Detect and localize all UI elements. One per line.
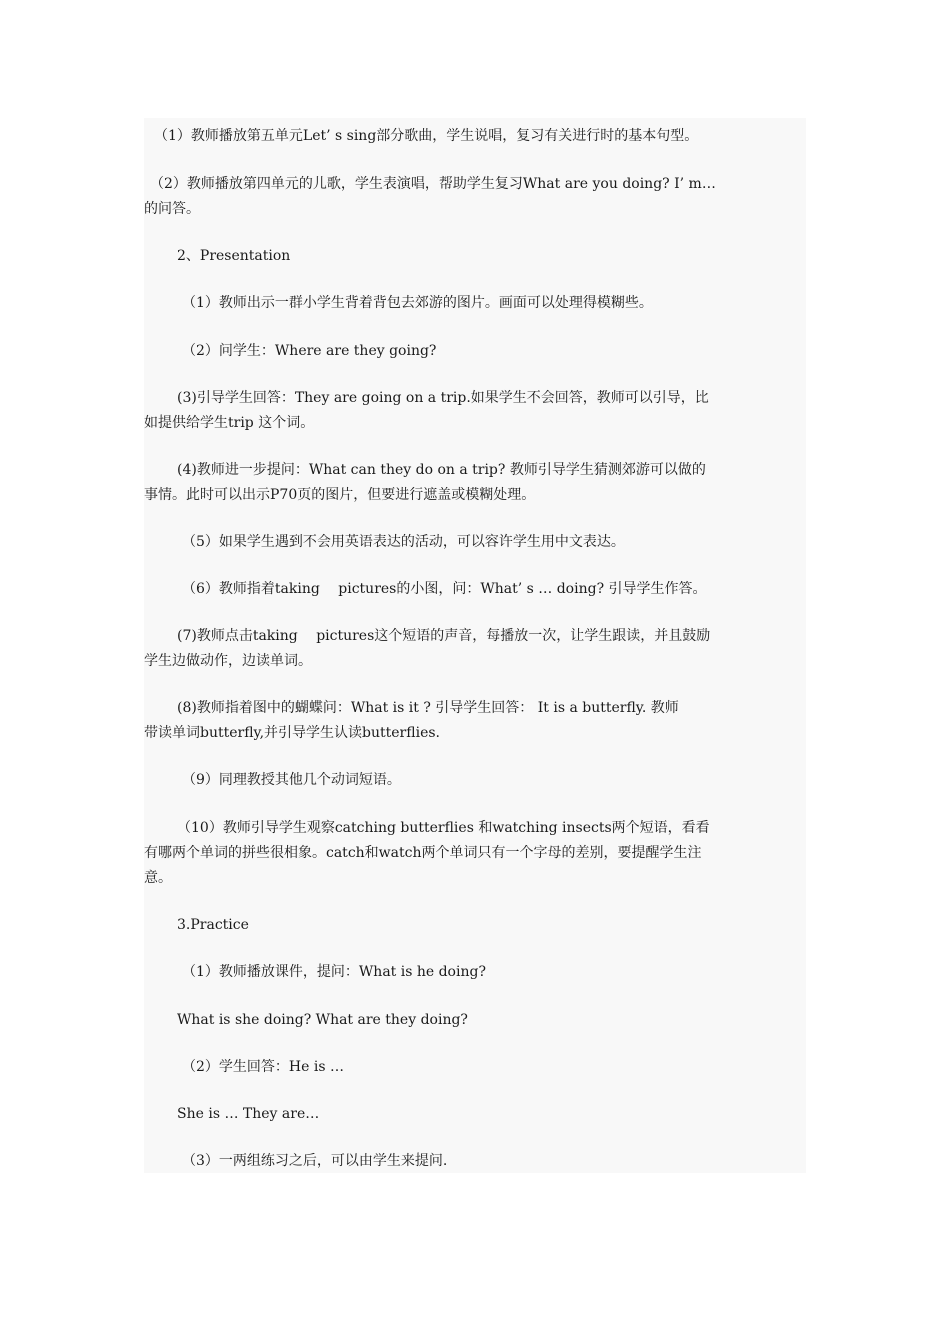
text-line: (8)教师指着图中的蝴蝶问：What is it ? 引导学生回答： It is a butterfly. 教师	[177, 700, 679, 716]
paragraph-18	[144, 1102, 839, 1127]
text-line: What is she doing? What are they doing?	[177, 1012, 468, 1028]
text-line: (7)教师点击taking pictures这个短语的声音，每播放一次，让学生跟读，并且鼓励	[177, 628, 711, 644]
paragraph-7	[144, 458, 806, 508]
text-line: 学生边做动作，边读单词。	[144, 653, 312, 669]
text-line: 带读单词butterfly,并引导学生认读butterflies.	[144, 725, 440, 741]
text-line: （1）教师出示一群小学生背着背包去郊游的图片。画面可以处理得模糊些。	[182, 295, 653, 311]
text-line: （9）同理教授其他几个动词短语。	[182, 772, 401, 788]
paragraph-17	[144, 1055, 844, 1080]
document-page	[144, 118, 806, 1173]
paragraph-12	[144, 768, 844, 793]
text-line: She is … They are…	[177, 1106, 320, 1122]
text-line: 有哪两个单词的拼些很相象。catch和watch两个单词只有一个字母的差别，要提醒学生注	[144, 845, 702, 861]
paragraph-11	[144, 696, 806, 746]
text-line: （1）教师播放课件，提问：What is he doing?	[182, 964, 486, 980]
text-line: 2、Presentation	[177, 248, 291, 264]
text-line: （2）问学生：Where are they going?	[182, 343, 437, 359]
paragraph-1	[144, 124, 816, 149]
text-line: （10）教师引导学生观察catching butterflies 和watching insects两个短语，看看	[177, 820, 710, 836]
paragraph-10	[144, 624, 806, 674]
text-line: (3)引导学生回答：They are going on a trip.如果学生不会回答，教师可以引导，比	[177, 390, 709, 406]
text-line: 事情。此时可以出示P70页的图片，但要进行遮盖或模糊处理。	[144, 487, 536, 503]
section-heading-presentation	[144, 244, 839, 269]
paragraph-4	[144, 291, 844, 316]
text-line: （6）教师指着taking pictures的小图，问：What’ s … doing? 引导学生作答。	[182, 581, 707, 597]
paragraph-15	[144, 960, 844, 985]
section-heading-practice	[144, 913, 839, 938]
paragraph-2	[144, 172, 806, 222]
text-line: （3）一两组练习之后，可以由学生来提问.	[182, 1153, 448, 1169]
text-line: （5）如果学生遇到不会用英语表达的活动，可以容许学生用中文表达。	[182, 534, 625, 550]
text-line: （2）学生回答：He is …	[182, 1059, 344, 1075]
text-line: (4)教师进一步提问：What can they do on a trip? 教师引导学生猜测郊游可以做的	[177, 462, 706, 478]
paragraph-8	[144, 530, 844, 555]
text-line: （1）教师播放第五单元Let’ s sing部分歌曲，学生说唱，复习有关进行时的基本句型。	[154, 128, 699, 144]
paragraph-9	[144, 577, 844, 602]
text-line: （2）教师播放第四单元的儿歌，学生表演唱，帮助学生复习What are you doing? I’ m…	[150, 176, 716, 192]
paragraph-5	[144, 339, 844, 364]
text-line: 3.Practice	[177, 917, 249, 933]
paragraph-19	[144, 1149, 844, 1174]
paragraph-6	[144, 386, 806, 436]
text-line: 如提供给学生trip 这个词。	[144, 415, 315, 431]
paragraph-16	[144, 1008, 839, 1033]
paragraph-13	[144, 816, 806, 891]
text-line: 意。	[144, 870, 172, 886]
text-line: 的问答。	[144, 201, 200, 217]
